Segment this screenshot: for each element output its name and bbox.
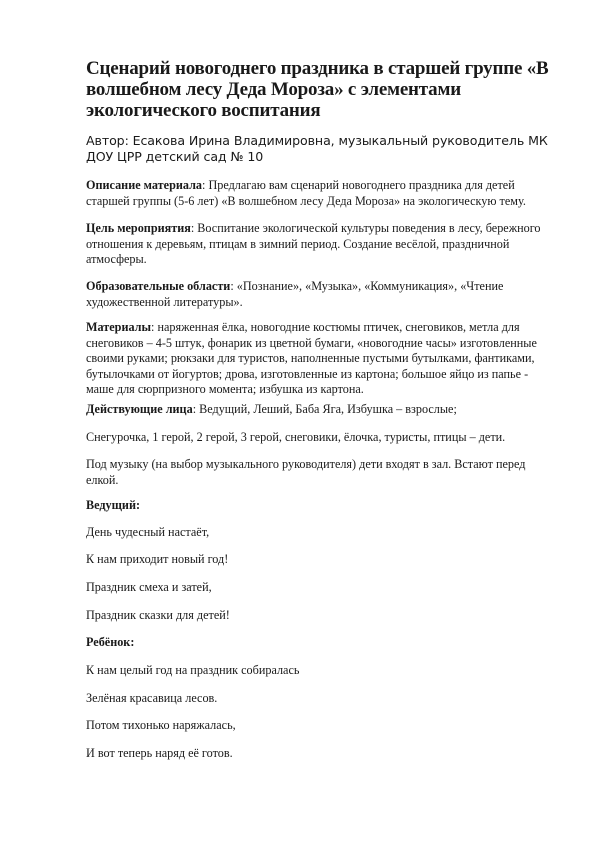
areas-text: : «Познание», «Музыка», «Коммуникация», «Чтение художественной литературы». <box>86 279 504 309</box>
host-line: День чудесный настаёт, <box>86 525 210 539</box>
document-title: Сценарий новогоднего праздника в старшей группе «В волшебном лесу Деда Мороза» с элементами экологического воспитания <box>86 58 549 121</box>
intro-paragraph: Под музыку (на выбор музыкального руководителя) дети входят в зал. Встают перед елкой. <box>86 457 526 487</box>
child-line: И вот теперь наряд её готов. <box>86 746 233 760</box>
characters-paragraph <box>86 402 546 418</box>
materials-label: Материалы <box>86 320 152 334</box>
goal-paragraph <box>86 221 546 268</box>
child-line: Потом тихонько наряжалась, <box>86 718 236 732</box>
description-label: Описание материала <box>86 178 203 192</box>
description-paragraph <box>86 178 546 209</box>
children-roles: Снегурочка, 1 герой, 2 герой, 3 герой, снеговики, ёлочка, туристы, птицы – дети. <box>86 430 506 444</box>
areas-paragraph <box>86 279 546 310</box>
author-line: Автор: Есакова Ирина Владимировна, музыкальный руководитель МК ДОУ ЦРР детский сад № 10 <box>86 133 548 164</box>
materials-text: : наряженная ёлка, новогодние костюмы птичек, снеговиков, метла для снеговиков – 4-5 штук, фонарик из цветной бумаги, «новогодние часы» изготовленные своими руками; рюкзаки для туристов, наполненные пустыми бутылками, фантиками, бутылочками от йогуртов; дрова, изготовленные из картона; большое яйцо из папье - маше для сюрпризного момента; избушка из картона. <box>86 320 537 396</box>
host-line: Праздник сказки для детей! <box>86 608 230 622</box>
host-line: К нам приходит новый год! <box>86 552 229 566</box>
child-line: Зелёная красавица лесов. <box>86 691 218 705</box>
description-text: : Предлагаю вам сценарий новогоднего праздника для детей старшей группы (5-6 лет) «В волшебном лесу Деда Мороза» на экологическую тему. <box>86 178 526 208</box>
areas-label: Образовательные области <box>86 279 231 293</box>
goal-label: Цель мероприятия <box>86 221 191 235</box>
child-line: К нам целый год на праздник собиралась <box>86 663 300 677</box>
host-label-text: Ведущий: <box>86 498 141 512</box>
characters-label: Действующие лица <box>86 402 193 416</box>
host-line: Праздник смеха и затей, <box>86 580 212 594</box>
host-label <box>86 498 546 514</box>
child-label-text: Ребёнок: <box>86 635 135 649</box>
characters-text: : Ведущий, Леший, Баба Яга, Избушка – взрослые; <box>192 402 457 416</box>
materials-paragraph <box>86 320 546 398</box>
child-label <box>86 635 546 651</box>
goal-text: : Воспитание экологической культуры поведения в лесу, бережного отношения к деревьям, птицам в зимний период. Создание весёлой, праздничной атмосферы. <box>86 221 541 266</box>
